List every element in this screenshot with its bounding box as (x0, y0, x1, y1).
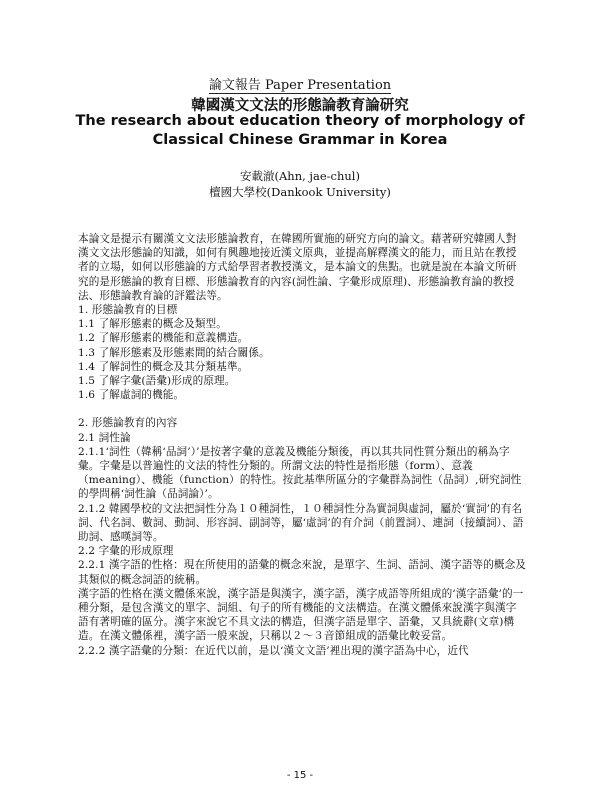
paragraph-2-2-1: 2.2.1 漢字語的性格：現在所使用的語彙的概念來說，是單字、生詞、語詞、漢字語等的概念及其類似的概念詞語的統稱。 (78, 559, 526, 586)
author-block (0, 168, 600, 200)
paragraph-2-1-1: 2.1.1‘詞性（韓稱‘品詞’）’是按著字彙的意義及機能分類後，再以其共同性質分類出的稱為字彙。字彙是以普遍性的文法的特性分類的。所謂文法的特性是指形態（form）、意義（meaning）、機能（function）的特性。按此基準所區分的字彙群為詞性（品詞）,研究詞性的學問稱‘詞性論（品詞論）’。 (78, 445, 522, 501)
page-number: - 15 - (286, 770, 314, 781)
section-gap (78, 402, 526, 416)
section-1-item: 1.1 了解形態素的概念及類型。 (78, 318, 227, 331)
paragraph-2-1-2: 2.1.2 韓國學校的文法把詞性分為１０種詞性，１０種詞性分為實詞與虛詞，屬於‘實詞’的有名詞、代名詞、數詞、動詞、形容詞、副詞等，屬‘虛詞’的有介詞（前置詞）、連詞（接續詞）、語助詞、感嘆詞等。 (78, 502, 524, 544)
body-text (78, 232, 526, 658)
paragraph-2-2-2: 2.2.2 漢字語彙的分類：在近代以前，是以‘漢文文語’裡出現的漢字語為中心，近代 (78, 644, 469, 657)
report-label-text: 論文報告 Paper Presentation (208, 78, 392, 93)
paragraph-2-2-1-continued: 漢字語的性格在漢文體係來說，漢字語是與漢字，漢字語，漢字成語等所組成的‘漢字語彙’的一種分類，是包含漢文的單字、詞組、句子的所有機能的文法構造。在漢文體係來說漢字與漢字語有著明確的區分。漢字來說它不具文法的構造，但漢字語是單字、語彙，又具統辭(文章)構造。在漢文體係裡，漢字語一般來說，只稱以２〜３音節組成的語彙比較妥當。 (78, 587, 524, 643)
section-1-heading: 1. 形態論教育的目標 (78, 304, 178, 317)
section-1-item: 1.6 了解虛詞的機能。 (78, 389, 185, 402)
title-chinese: 韓國漢文文法的形態論教育論研究 (191, 97, 409, 114)
section-1-item: 1.3 了解形態素及形態素間的結合關係。 (78, 346, 270, 359)
section-1-item: 1.2 了解形態素的機能和意義構造。 (78, 332, 249, 345)
title-english: The research about education theory of morphology of Classical Chinese Grammar in Korea (75, 113, 525, 148)
section-1-item: 1.4 了解詞性的概念及其分類基準。 (78, 360, 249, 373)
abstract-paragraph: 本論文是提示有關漢文文法形態論教育，在韓國所實施的研究方向的論文。藉著研究韓國人對漢文文法形態論的知識，如何有興趣地接近漢文原典，並提高解釋漢文的能力，而且站在教授者的立場，如何以形態論的方式給學習者教授漢文，是本論文的焦點。也就是說在本論文所研究的是形態論的教育目標、形態論教育的內容(詞性論、字彙形成原理)、形態論教育論的教授法、形態論教育論的評鑑法等。 (78, 233, 517, 302)
author-affiliation: 檀國大學校(Dankook University) (209, 185, 391, 199)
section-1-item: 1.5 了解字彙(語彙)形成的原理。 (78, 375, 236, 388)
section-2-1-heading: 2.1 詞性論 (78, 431, 131, 444)
report-label (0, 74, 600, 93)
section-2-2-heading: 2.2 字彙的形成原理 (78, 545, 174, 558)
author-name: 安載澈(Ahn, jae-chul) (240, 169, 360, 183)
section-2-heading: 2. 形態論教育的內容 (78, 417, 178, 430)
